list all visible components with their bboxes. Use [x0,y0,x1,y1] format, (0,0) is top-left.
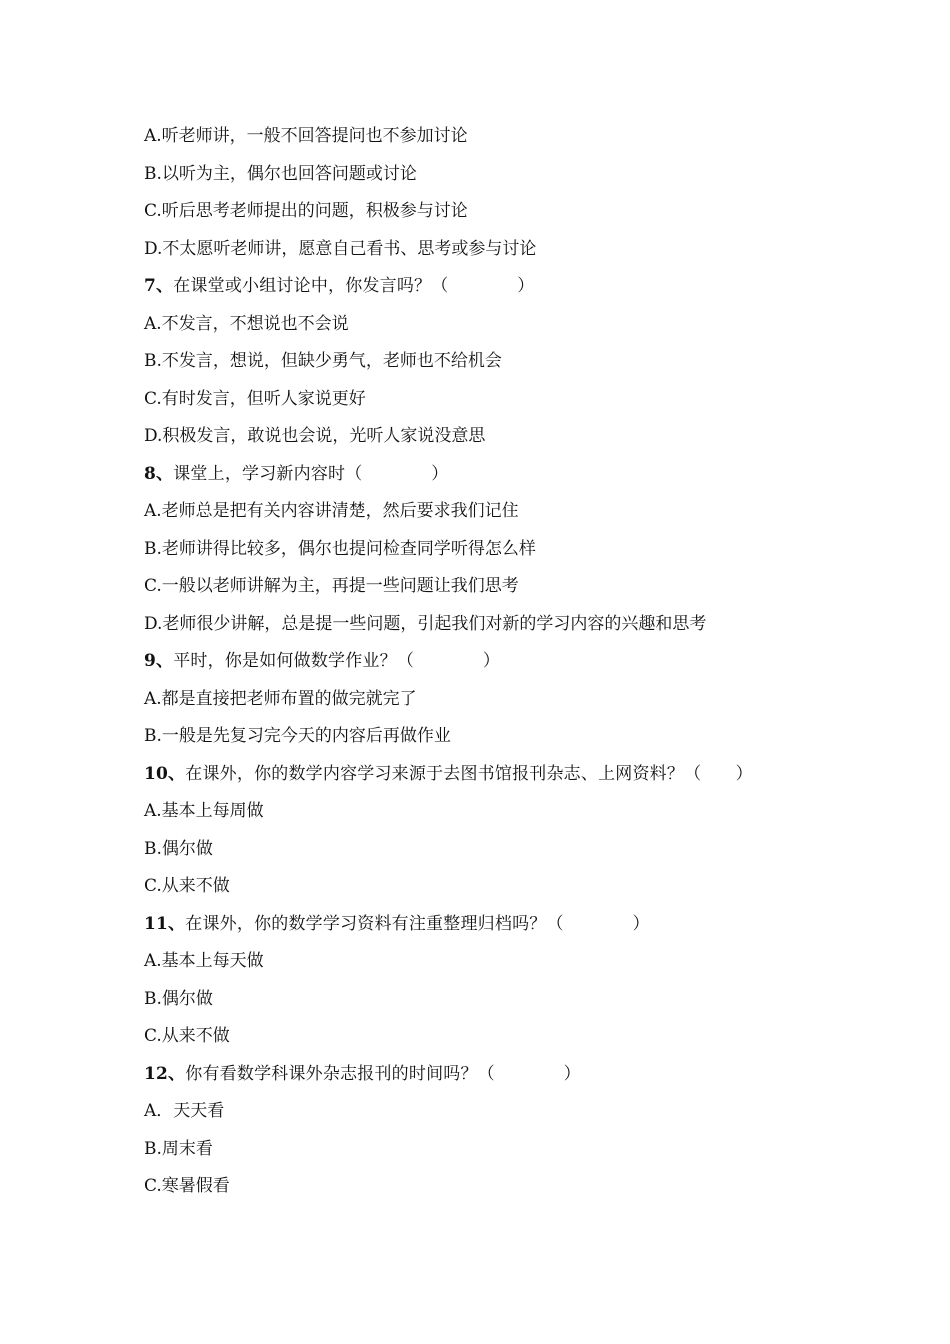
question-line [144,643,844,681]
option-line: B.周末看 [144,1138,213,1159]
option-line: B.偶尔做 [144,988,213,1009]
option-line: B.不发言，想说，但缺少勇气，老师也不给机会 [144,351,502,371]
option-line: C.一般以老师讲解为主，再提一些问题让我们思考 [144,576,519,596]
question-number: 12、 [144,1063,186,1084]
option-line: A.基本上每周做 [144,801,264,821]
option-line: A.老师总是把有关内容讲清楚，然后要求我们记住 [144,501,519,521]
question-text: 平时，你是如何做数学作业？（ ） [173,651,501,671]
option-line: C.从来不做 [144,1026,230,1046]
question-number: 7、 [144,276,174,296]
option-line: C.从来不做 [144,876,230,896]
question-text: 你有看数学科课外杂志报刊的时间吗？（ ） [185,1063,581,1084]
question-line [144,906,844,944]
option-line: C.寒暑假看 [144,1176,230,1196]
option-line: C.听后思考老师提出的问题，积极参与讨论 [144,201,468,221]
question-text: 在课外，你的数学内容学习来源于去图书馆报刊杂志、上网资料？（ ） [185,763,753,784]
option-line: B.老师讲得比较多，偶尔也提问检查同学听得怎么样 [144,538,536,559]
question-line [144,1056,844,1094]
question-text: 在课外，你的数学学习资料有注重整理归档吗？（ ） [185,913,650,934]
option-line: A．天天看 [144,1101,225,1121]
survey-content [144,118,844,1206]
question-number: 10、 [144,763,186,784]
option-line: B.偶尔做 [144,838,213,859]
option-line: D.老师很少讲解，总是提一些问题，引起我们对新的学习内容的兴趣和思考 [144,613,707,634]
question-number: 11、 [144,913,186,934]
option-line: B.以听为主，偶尔也回答问题或讨论 [144,163,417,184]
option-line: A.不发言，不想说也不会说 [144,313,349,334]
question-line [144,456,844,494]
option-line: C.有时发言，但听人家说更好 [144,388,366,409]
option-line: A.都是直接把老师布置的做完就完了 [144,688,417,709]
option-line: D.积极发言，敢说也会说，光听人家说没意思 [144,426,486,446]
question-text: 课堂上，学习新内容时（ ） [173,463,449,484]
option-line: A.基本上每天做 [144,951,264,971]
question-text: 在课堂或小组讨论中，你发言吗？（ ） [173,276,535,296]
question-number: 8、 [144,463,174,484]
option-line: B.一般是先复习完今天的内容后再做作业 [144,726,451,746]
question-line [144,756,844,794]
option-line: A.听老师讲，一般不回答提问也不参加讨论 [144,126,468,146]
option-line: D.不太愿听老师讲，愿意自己看书、思考或参与讨论 [144,238,537,259]
question-line [144,268,844,306]
question-number: 9、 [144,651,174,671]
